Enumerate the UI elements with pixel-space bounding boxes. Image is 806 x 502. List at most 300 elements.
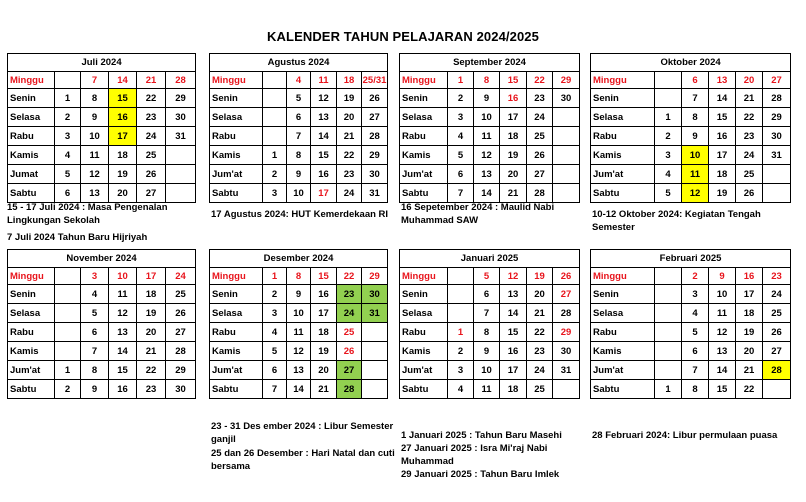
date-cell: 4: [448, 127, 474, 146]
date-cell: 15: [109, 361, 137, 380]
date-cell: 4: [655, 165, 682, 184]
date-cell: 26: [362, 89, 388, 108]
date-cell: 22: [137, 361, 166, 380]
date-cell: 8: [287, 146, 311, 165]
day-name: Sabtu: [8, 184, 55, 203]
date-cell: 15: [500, 323, 527, 342]
date-cell: 28: [337, 380, 362, 399]
week-row: [591, 89, 791, 108]
date-cell: 23: [137, 380, 166, 399]
date-cell: 25: [527, 380, 553, 399]
date-cell: 20: [337, 108, 362, 127]
day-name: Kamis: [591, 342, 655, 361]
holiday-note: 27 Januari 2025 : Isra Mi'raj Nabi Muhammad: [401, 443, 548, 467]
week-row: [8, 72, 196, 89]
week-row: [8, 184, 196, 203]
date-cell: 2: [655, 127, 682, 146]
month-header: Januari 2025: [400, 250, 580, 268]
date-cell: 10: [287, 184, 311, 203]
date-cell: 29: [553, 323, 580, 342]
date-cell: 2: [682, 268, 709, 285]
day-name: Sabtu: [591, 184, 655, 203]
date-cell: [263, 72, 287, 89]
day-name: Rabu: [8, 323, 55, 342]
date-cell: 21: [137, 72, 166, 89]
date-cell: 10: [474, 361, 500, 380]
day-name: Minggu: [400, 72, 448, 89]
calendar-februari-2025: [590, 249, 791, 399]
week-row: [591, 72, 791, 89]
date-cell: 30: [362, 165, 388, 184]
month-header: Desember 2024: [210, 250, 388, 268]
holiday-note: 15 - 17 Juli 2024 : Masa Pengenalan Lingkungan Sekolah: [7, 202, 168, 226]
week-row: [210, 361, 388, 380]
week-row: [210, 342, 388, 361]
week-row: [210, 108, 388, 127]
week-row: [8, 146, 196, 165]
day-name: Selasa: [210, 304, 263, 323]
date-cell: 29: [362, 146, 388, 165]
date-cell: 21: [527, 304, 553, 323]
date-cell: 4: [81, 285, 109, 304]
date-cell: 19: [527, 268, 553, 285]
date-cell: 19: [137, 304, 166, 323]
day-name: Rabu: [400, 127, 448, 146]
week-row: [591, 380, 791, 399]
date-cell: 5: [81, 304, 109, 323]
date-cell: [763, 380, 791, 399]
date-cell: 26: [337, 342, 362, 361]
date-cell: 27: [527, 165, 553, 184]
date-cell: 29: [553, 72, 580, 89]
week-row: [400, 361, 580, 380]
date-cell: 2: [263, 165, 287, 184]
week-row: [400, 146, 580, 165]
date-cell: 26: [553, 268, 580, 285]
date-cell: 30: [166, 108, 196, 127]
date-cell: 8: [474, 72, 500, 89]
notes-februari-2025: [592, 429, 802, 442]
holiday-note: 23 - 31 Des ember 2024 : Libur Semester ganjil: [211, 421, 394, 445]
date-cell: 23: [137, 108, 166, 127]
holiday-note: 16 Sepetember 2024 : Maulid Nabi Muhammad SAW: [401, 202, 555, 226]
date-cell: 18: [109, 146, 137, 165]
day-name: Senin: [591, 285, 655, 304]
date-cell: [553, 127, 580, 146]
date-cell: 1: [263, 268, 287, 285]
date-cell: 1: [55, 361, 81, 380]
week-row: [400, 127, 580, 146]
week-row: [591, 127, 791, 146]
date-cell: 11: [311, 72, 337, 89]
date-cell: [655, 323, 682, 342]
date-cell: 13: [287, 361, 311, 380]
date-cell: 11: [474, 127, 500, 146]
date-cell: [655, 89, 682, 108]
calendar-september-2024: [399, 53, 580, 203]
date-cell: 16: [709, 127, 736, 146]
date-cell: 10: [474, 108, 500, 127]
date-cell: 2: [448, 342, 474, 361]
calendar-agustus-2024: [209, 53, 388, 203]
date-cell: 12: [311, 89, 337, 108]
date-cell: 5: [263, 342, 287, 361]
month-header: Agustus 2024: [210, 54, 388, 72]
holiday-note: 25 dan 26 Desember : Hari Natal dan cuti bersama: [211, 448, 395, 472]
week-row: [210, 72, 388, 89]
date-cell: 30: [553, 342, 580, 361]
date-cell: 11: [287, 323, 311, 342]
notes-september-2024: [401, 201, 581, 227]
date-cell: 22: [337, 146, 362, 165]
day-name: Senin: [210, 285, 263, 304]
date-cell: [553, 165, 580, 184]
date-cell: 6: [682, 72, 709, 89]
date-cell: 16: [500, 89, 527, 108]
holiday-note: 29 Januari 2025 : Tahun Baru Imlek: [401, 469, 560, 480]
date-cell: 18: [709, 165, 736, 184]
week-row: [400, 108, 580, 127]
day-name: Minggu: [8, 268, 55, 285]
date-cell: [55, 304, 81, 323]
week-row: [591, 268, 791, 285]
notes-januari-2025: [401, 429, 586, 481]
date-cell: 30: [362, 285, 388, 304]
date-cell: 7: [474, 304, 500, 323]
date-cell: 19: [337, 89, 362, 108]
date-cell: 12: [682, 184, 709, 203]
date-cell: 11: [474, 380, 500, 399]
holiday-note: 28 Februari 2024: Libur permulaan puasa: [592, 430, 778, 441]
day-name: Kamis: [210, 146, 263, 165]
date-cell: 19: [709, 184, 736, 203]
date-cell: 5: [474, 268, 500, 285]
date-cell: 12: [474, 146, 500, 165]
date-cell: 14: [709, 89, 736, 108]
date-cell: 30: [763, 127, 791, 146]
date-cell: 6: [474, 285, 500, 304]
date-cell: 13: [500, 285, 527, 304]
week-row: [591, 184, 791, 203]
date-cell: 3: [263, 184, 287, 203]
date-cell: 15: [311, 146, 337, 165]
date-cell: 17: [311, 184, 337, 203]
day-name: Minggu: [591, 268, 655, 285]
date-cell: 23: [337, 285, 362, 304]
date-cell: 15: [311, 268, 337, 285]
week-row: [591, 361, 791, 380]
date-cell: 17: [500, 361, 527, 380]
date-cell: [55, 342, 81, 361]
week-row: [8, 342, 196, 361]
date-cell: [55, 285, 81, 304]
week-row: [8, 380, 196, 399]
page-title: KALENDER TAHUN PELAJARAN 2024/2025: [267, 29, 539, 44]
date-cell: 5: [682, 323, 709, 342]
date-cell: 28: [763, 361, 791, 380]
day-name: Selasa: [400, 108, 448, 127]
date-cell: 4: [55, 146, 81, 165]
week-row: [8, 165, 196, 184]
day-name: Selasa: [400, 304, 448, 323]
date-cell: 3: [55, 127, 81, 146]
date-cell: 21: [337, 127, 362, 146]
date-cell: [553, 108, 580, 127]
date-cell: 24: [137, 127, 166, 146]
day-name: Jum'at: [210, 361, 263, 380]
week-row: [591, 285, 791, 304]
date-cell: 7: [81, 72, 109, 89]
date-cell: 15: [709, 380, 736, 399]
date-cell: 8: [287, 268, 311, 285]
notes-juli-2024: [7, 201, 207, 244]
date-cell: 18: [311, 323, 337, 342]
day-name: Minggu: [591, 72, 655, 89]
date-cell: 24: [736, 146, 763, 165]
date-cell: 25: [527, 127, 553, 146]
week-row: [210, 165, 388, 184]
date-cell: 6: [682, 342, 709, 361]
date-cell: 6: [55, 184, 81, 203]
date-cell: 29: [166, 361, 196, 380]
date-cell: 17: [709, 146, 736, 165]
day-name: Senin: [210, 89, 263, 108]
date-cell: 23: [337, 165, 362, 184]
date-cell: 7: [448, 184, 474, 203]
date-cell: 23: [527, 89, 553, 108]
date-cell: 24: [763, 285, 791, 304]
date-cell: [655, 361, 682, 380]
week-row: [210, 127, 388, 146]
date-cell: 31: [362, 304, 388, 323]
date-cell: 9: [474, 342, 500, 361]
date-cell: 30: [553, 89, 580, 108]
week-row: [8, 268, 196, 285]
date-cell: 12: [109, 304, 137, 323]
day-name: Minggu: [210, 268, 263, 285]
date-cell: [55, 268, 81, 285]
date-cell: 14: [311, 127, 337, 146]
date-cell: 14: [109, 72, 137, 89]
day-name: Senin: [591, 89, 655, 108]
date-cell: 9: [474, 89, 500, 108]
date-cell: [263, 108, 287, 127]
date-cell: 28: [553, 304, 580, 323]
date-cell: [362, 342, 388, 361]
date-cell: 3: [81, 268, 109, 285]
date-cell: 31: [763, 146, 791, 165]
date-cell: 18: [500, 127, 527, 146]
week-row: [400, 342, 580, 361]
date-cell: 24: [337, 184, 362, 203]
week-row: [8, 323, 196, 342]
date-cell: 16: [311, 285, 337, 304]
date-cell: [655, 342, 682, 361]
date-cell: 21: [736, 89, 763, 108]
day-name: Sabtu: [210, 184, 263, 203]
day-name: Kamis: [400, 342, 448, 361]
day-name: Rabu: [591, 323, 655, 342]
notes-desember-2024: [211, 420, 396, 473]
week-row: [591, 108, 791, 127]
month-header: Februari 2025: [591, 250, 791, 268]
date-cell: 6: [448, 165, 474, 184]
date-cell: 13: [474, 165, 500, 184]
date-cell: 28: [763, 89, 791, 108]
date-cell: 14: [287, 380, 311, 399]
day-name: Kamis: [8, 146, 55, 165]
day-name: Kamis: [210, 342, 263, 361]
week-row: [210, 285, 388, 304]
date-cell: 6: [263, 361, 287, 380]
date-cell: 3: [448, 108, 474, 127]
date-cell: 4: [263, 323, 287, 342]
date-cell: 18: [137, 285, 166, 304]
day-name: Senin: [8, 89, 55, 108]
date-cell: 21: [736, 361, 763, 380]
date-cell: [448, 304, 474, 323]
date-cell: 26: [736, 184, 763, 203]
week-row: [210, 146, 388, 165]
date-cell: 20: [109, 184, 137, 203]
week-row: [400, 268, 580, 285]
day-name: Selasa: [210, 108, 263, 127]
day-name: Sabtu: [400, 184, 448, 203]
notes-agustus-2024: [211, 208, 401, 221]
date-cell: 31: [362, 184, 388, 203]
week-row: [591, 146, 791, 165]
date-cell: 12: [709, 323, 736, 342]
date-cell: 25: [137, 146, 166, 165]
week-row: [400, 380, 580, 399]
date-cell: 6: [81, 323, 109, 342]
date-cell: 3: [448, 361, 474, 380]
week-row: [400, 304, 580, 323]
date-cell: 25: [166, 285, 196, 304]
date-cell: [166, 146, 196, 165]
date-cell: [763, 184, 791, 203]
date-cell: 23: [763, 268, 791, 285]
date-cell: 6: [287, 108, 311, 127]
date-cell: 24: [527, 361, 553, 380]
day-name: Selasa: [591, 304, 655, 323]
date-cell: [362, 361, 388, 380]
day-name: Kamis: [400, 146, 448, 165]
date-cell: 12: [287, 342, 311, 361]
date-cell: [655, 304, 682, 323]
holiday-note: 1 Januari 2025 : Tahun Baru Masehi: [401, 430, 562, 441]
date-cell: 22: [527, 72, 553, 89]
date-cell: 27: [763, 342, 791, 361]
date-cell: 8: [81, 361, 109, 380]
date-cell: 4: [448, 380, 474, 399]
date-cell: 22: [736, 380, 763, 399]
date-cell: 14: [709, 361, 736, 380]
week-row: [8, 361, 196, 380]
date-cell: 21: [311, 380, 337, 399]
date-cell: [553, 184, 580, 203]
week-row: [210, 89, 388, 108]
date-cell: 9: [81, 380, 109, 399]
date-cell: 17: [500, 108, 527, 127]
week-row: [591, 165, 791, 184]
date-cell: 13: [109, 323, 137, 342]
day-name: Rabu: [8, 127, 55, 146]
date-cell: 16: [736, 268, 763, 285]
day-name: Minggu: [210, 72, 263, 89]
calendar-oktober-2024: [590, 53, 791, 203]
day-name: Sabtu: [8, 380, 55, 399]
date-cell: 14: [109, 342, 137, 361]
day-name: Minggu: [400, 268, 448, 285]
week-row: [8, 285, 196, 304]
date-cell: 27: [362, 108, 388, 127]
date-cell: 13: [81, 184, 109, 203]
date-cell: 1: [448, 323, 474, 342]
date-cell: [553, 146, 580, 165]
date-cell: 17: [109, 127, 137, 146]
calendar-januari-2025: [399, 249, 580, 399]
date-cell: [553, 380, 580, 399]
date-cell: 26: [763, 323, 791, 342]
date-cell: 22: [337, 268, 362, 285]
week-row: [8, 304, 196, 323]
day-name: Selasa: [8, 304, 55, 323]
date-cell: 2: [55, 380, 81, 399]
week-row: [400, 165, 580, 184]
date-cell: 3: [655, 146, 682, 165]
date-cell: 17: [736, 285, 763, 304]
date-cell: 10: [287, 304, 311, 323]
date-cell: 23: [527, 342, 553, 361]
date-cell: 12: [500, 268, 527, 285]
week-row: [400, 285, 580, 304]
date-cell: 27: [337, 361, 362, 380]
calendar-juli-2024: [7, 53, 196, 203]
date-cell: [448, 268, 474, 285]
day-name: Rabu: [400, 323, 448, 342]
date-cell: 20: [311, 361, 337, 380]
date-cell: 15: [500, 72, 527, 89]
date-cell: 21: [500, 184, 527, 203]
week-row: [8, 108, 196, 127]
date-cell: 2: [55, 108, 81, 127]
date-cell: 20: [137, 323, 166, 342]
date-cell: 19: [736, 323, 763, 342]
date-cell: 25: [763, 304, 791, 323]
date-cell: 20: [736, 72, 763, 89]
date-cell: 15: [709, 108, 736, 127]
date-cell: 16: [500, 342, 527, 361]
day-name: Jum'at: [8, 361, 55, 380]
date-cell: 9: [81, 108, 109, 127]
day-name: Selasa: [8, 108, 55, 127]
date-cell: 10: [81, 127, 109, 146]
date-cell: 5: [287, 89, 311, 108]
holiday-note: 7 Juli 2024 Tahun Baru Hijriyah: [7, 232, 148, 243]
date-cell: 7: [682, 89, 709, 108]
date-cell: 9: [287, 285, 311, 304]
month-header: Oktober 2024: [591, 54, 791, 72]
week-row: [210, 323, 388, 342]
day-name: Jum'at: [400, 361, 448, 380]
day-name: Jum'at: [591, 361, 655, 380]
date-cell: 8: [81, 89, 109, 108]
date-cell: 22: [527, 323, 553, 342]
day-name: Sabtu: [400, 380, 448, 399]
date-cell: [55, 72, 81, 89]
date-cell: 29: [763, 108, 791, 127]
